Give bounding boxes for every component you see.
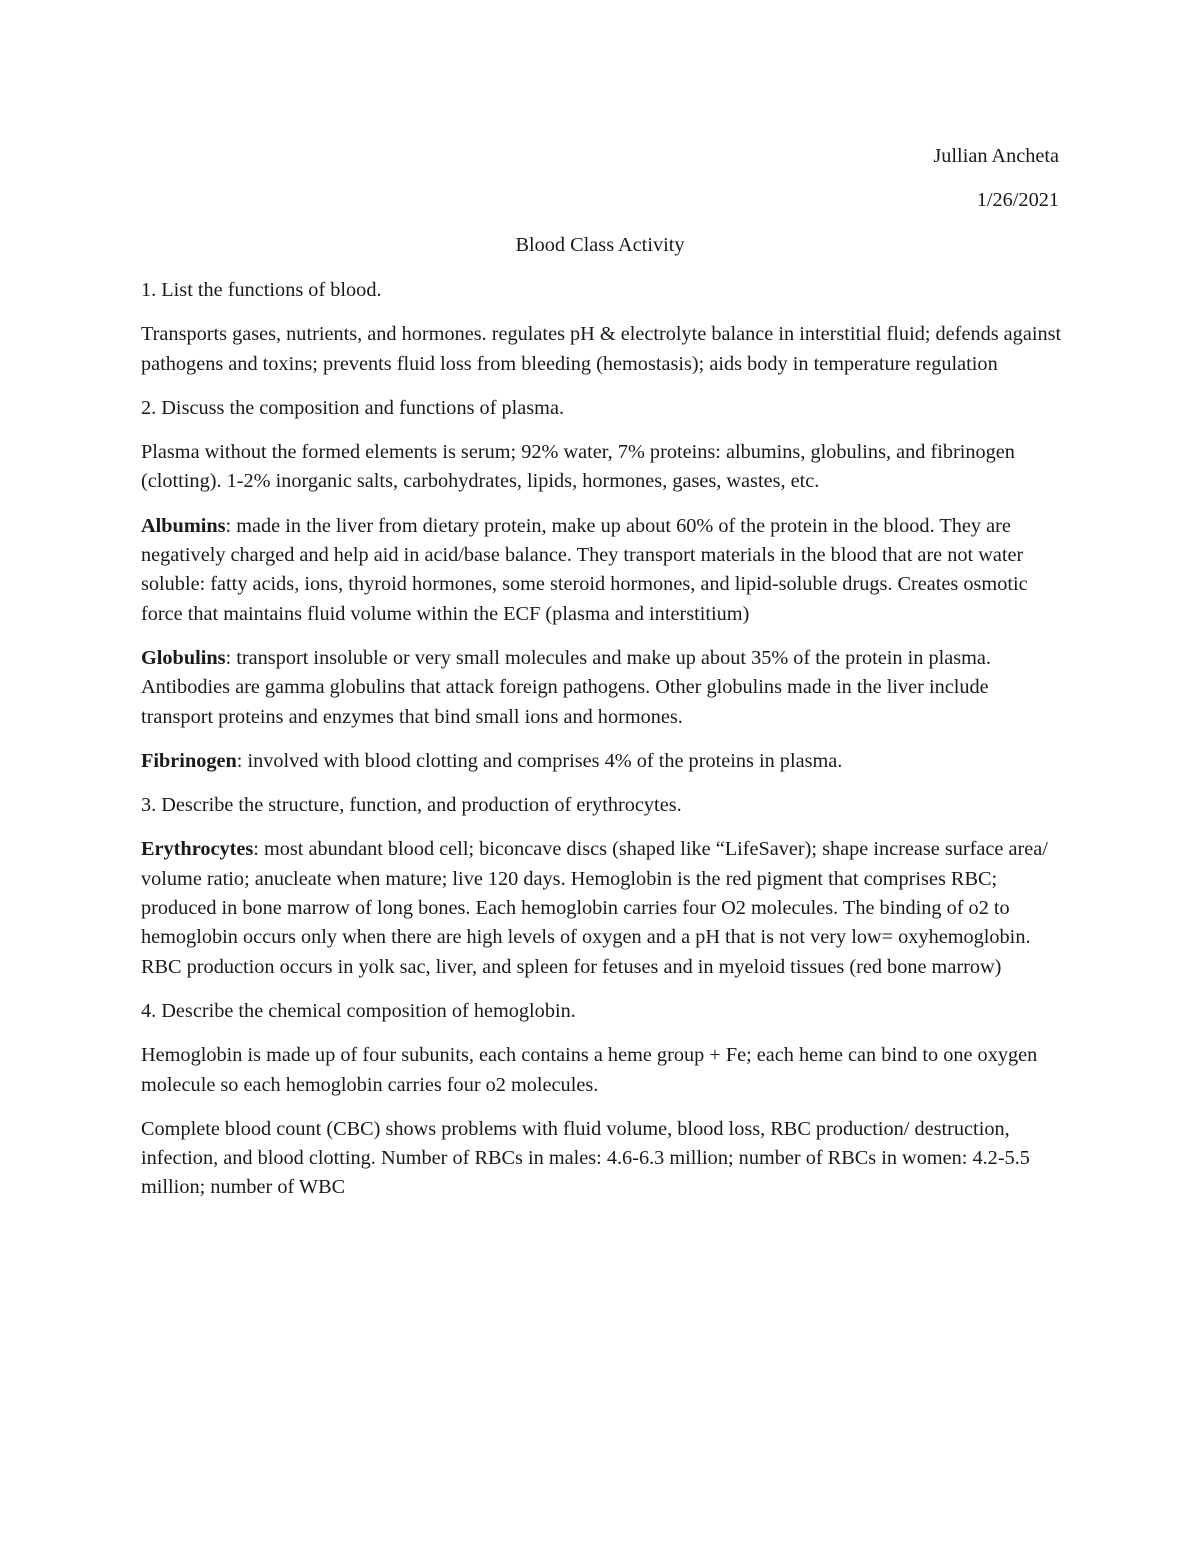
albumins-term: Albumins: [141, 514, 226, 537]
question-2-prompt: 2. Discuss the composition and functions of plasma.: [141, 396, 565, 419]
question-2-answer: Plasma without the formed elements is serum; 92% water, 7% proteins: albumins, globulins, and fibrinogen (clotting). 1-2% inorganic salts, carbohydrates, lipids, hormones, gases, wastes, etc.: [141, 441, 1015, 493]
document-header: [933, 142, 1059, 216]
globulins-text: : transport insoluble or very small molecules and make up about 35% of the protein in plasma. Antibodies are gamma globulins that attack foreign pathogens. Other globulins made in the liver include transport proteins and enzymes that bind small ions and hormones.: [141, 646, 992, 728]
question-1-answer: Transports gases, nutrients, and hormones. regulates pH & electrolyte balance in interstitial fluid; defends against pathogens and toxins; prevents fluid loss from bleeding (hemostasis); aids body in temperature regulation: [141, 323, 1062, 375]
author-name: Jullian Ancheta: [933, 145, 1059, 167]
fibrinogen-term: Fibrinogen: [141, 749, 237, 772]
globulins-term: Globulins: [141, 646, 226, 669]
document-date: 1/26/2021: [976, 189, 1059, 212]
question-4-answer: Hemoglobin is made up of four subunits, each contains a heme group + Fe; each heme can bind to one oxygen molecule so each hemoglobin carries four o2 molecules.: [141, 1044, 1038, 1096]
erythrocytes-term: Erythrocytes: [141, 838, 254, 861]
erythrocytes-text: : most abundant blood cell; biconcave discs (shaped like “LifeSaver); shape increase surface area/ volume ratio; anucleate when mature; live 120 days. Hemoglobin is the red pigment that comprises RBC; produced in bone marrow of long bones. Each hemoglobin carries four O2 molecules. The binding of o2 to hemoglobin occurs only when there are high levels of oxygen and a pH that is not very low= oxyhemoglobin. RBC production occurs in yolk sac, liver, and spleen for fetuses and in myeloid tissues (red bone marrow): [141, 838, 1048, 978]
albumins-text: : made in the liver from dietary protein, make up about 60% of the protein in the blood. They are negatively charged and help aid in acid/base balance. They transport materials in the blood that are not water soluble: fatty acids, ions, thyroid hormones, some steroid hormones, and lipid-soluble drugs. Creates osmotic force that maintains fluid volume within the ECF (plasma and interstitium): [141, 514, 1028, 625]
document-title: Blood Class Activity: [515, 234, 685, 256]
albumins-paragraph: [141, 512, 1063, 629]
cbc-paragraph: Complete blood count (CBC) shows problems with fluid volume, blood loss, RBC production/ destruction, infection, and blood clotting. Number of RBCs in males: 4.6-6.3 million; number of RBCs in women: 4.2-5.5 million; number of WBC: [141, 1117, 1030, 1199]
question-1-prompt: 1. List the functions of blood.: [141, 279, 382, 301]
fibrinogen-text: : involved with blood clotting and comprises 4% of the proteins in plasma.: [236, 749, 843, 772]
question-3-prompt: 3. Describe the structure, function, and production of erythrocytes.: [141, 794, 682, 817]
document-body: [141, 276, 1063, 1218]
question-4-prompt: 4. Describe the chemical composition of hemoglobin.: [141, 999, 576, 1022]
fibrinogen-paragraph: [141, 747, 1063, 776]
globulins-paragraph: [141, 644, 1063, 732]
erythrocytes-paragraph: [141, 835, 1063, 981]
